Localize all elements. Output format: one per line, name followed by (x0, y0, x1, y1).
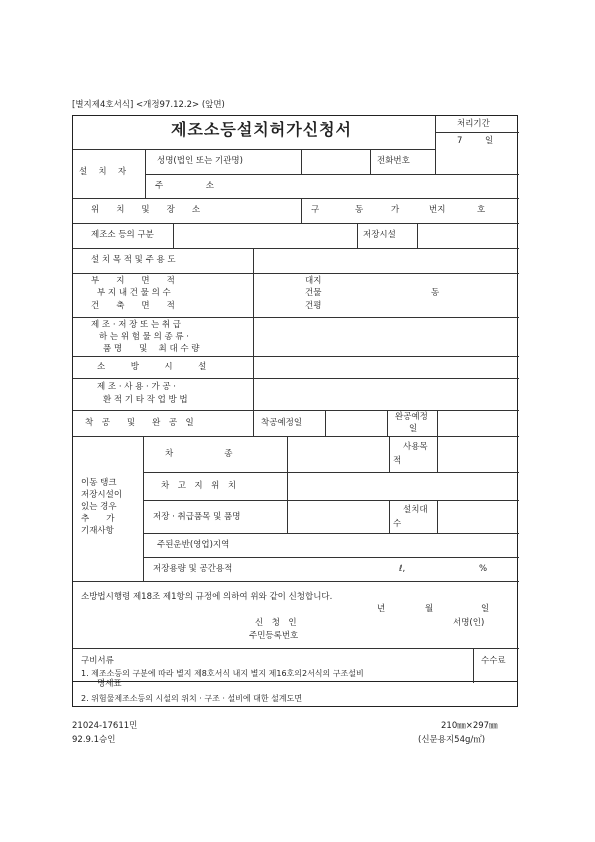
tank-label-2: 저장시설이 (81, 490, 123, 500)
hazardous-line1: 제 조 · 저 장 또 는 취 급 (91, 320, 182, 330)
document-item2: 2. 위험물제조소등의 시설의 위치 · 구조 · 설비에 대한 설계도면 (81, 694, 303, 703)
row-line (145, 174, 519, 175)
declaration-text: 소방법시행령 제18조 제1항의 규정에 의하여 위와 같이 신청합니다. (81, 592, 333, 602)
tank-label-4: 추 가 (81, 514, 115, 524)
processing-unit: 일 (485, 136, 494, 146)
site-unit: 대지 (305, 276, 322, 286)
row-line (143, 557, 519, 558)
complete-label-2: 일 (409, 424, 418, 434)
row-line (73, 248, 519, 249)
row-line (73, 581, 519, 582)
garage-label: 차 고 지 위 치 (161, 481, 237, 491)
row-line (73, 410, 519, 411)
hazardous-line3: 품 명 및 최 대 수 량 (103, 344, 200, 354)
col-line (389, 500, 390, 533)
phone-label: 전화번호 (377, 156, 410, 166)
row-line (73, 317, 519, 318)
location-gu: 구 (311, 205, 320, 215)
footer-paper: (신문용지54g/㎡) (418, 735, 486, 745)
building-count-label: 부 지 내 건 물 의 수 (97, 288, 171, 298)
row-line (73, 378, 519, 379)
row-line (73, 648, 519, 649)
address-label: 주 소 (155, 181, 214, 191)
applicant-label: 신 청 인 (255, 618, 297, 628)
documents-box-extension (72, 682, 518, 707)
tank-label-3: 있는 경우 (81, 502, 117, 512)
count-label-1: 설치대 (403, 505, 428, 515)
schedule-label: 착 공 및 완 공 일 (85, 418, 194, 428)
col-line (473, 648, 474, 683)
document-item1: 1. 제조소등의 구분에 따라 별지 제8호서식 내지 별지 제16호의2서식의 구조설비 (81, 669, 364, 678)
row-line (143, 500, 519, 501)
method-line1: 제 조 · 사 용 · 가 공 · (97, 382, 176, 392)
start-label: 착공예정일 (261, 418, 303, 428)
processing-label: 처리기간 (457, 119, 490, 129)
page-title: 제조소등설치허가신청서 (171, 120, 353, 139)
capacity-label: 저장용량 및 공간용적 (153, 564, 233, 574)
liter-unit: ℓ, (399, 564, 406, 574)
col-line (325, 410, 326, 436)
col-line (253, 248, 254, 436)
col-line (437, 500, 438, 533)
purpose-label: 설 치 목 적 및 주 용 도 (91, 255, 176, 265)
processing-days: 7 (457, 136, 463, 146)
col-line (435, 116, 436, 149)
col-line (417, 223, 418, 248)
row-line (143, 472, 519, 473)
row-line (143, 533, 519, 534)
complete-label-1: 완공예정 (395, 412, 428, 422)
col-line (370, 149, 371, 174)
purpose-label-1: 사용목 (403, 442, 428, 452)
location-ga: 가 (391, 205, 400, 215)
dong-unit: 동 (431, 288, 440, 298)
purpose-label-2: 적 (393, 456, 402, 466)
footer-size: 210㎜×297㎜ (441, 721, 498, 731)
building-area-unit: 건평 (305, 301, 322, 311)
method-line2: 환 적 기 타 작 업 방 법 (103, 395, 188, 405)
row-line (73, 223, 519, 224)
row-line (435, 132, 519, 133)
tank-label-1: 이동 탱크 (81, 478, 117, 488)
location-beonji: 번지 (429, 205, 446, 215)
firefighting-label: 소 방 시 설 (97, 362, 207, 372)
row-line (73, 356, 519, 357)
classification-label: 제조소 등의 구분 (91, 230, 154, 240)
col-line (287, 436, 288, 533)
region-label: 주된운반(영업)지역 (157, 540, 230, 550)
rrn-label: 주민등록번호 (249, 631, 299, 641)
hazardous-line2: 하 는 위 험 물 의 종 류 · (99, 332, 190, 342)
count-label-2: 수 (393, 519, 402, 529)
document-item1-cont: 명세표 (97, 679, 122, 689)
row-line (73, 273, 519, 274)
signature-label: 서명(인) (453, 618, 485, 628)
row-line (73, 149, 435, 150)
col-line (143, 436, 144, 581)
col-line (301, 149, 302, 174)
footer-code: 21024-17611민 (72, 721, 138, 731)
name-label: 성명(법인 또는 기관명) (157, 156, 243, 166)
col-line (437, 410, 438, 436)
items-label: 저장 · 취급품목 및 품명 (153, 512, 241, 522)
application-form (72, 115, 518, 703)
tank-label-5: 기재사항 (81, 526, 114, 536)
fee-label: 수수료 (481, 656, 506, 666)
vehicle-label: 차 종 (165, 449, 233, 459)
day-label: 일 (481, 604, 490, 614)
documents-label: 구비서류 (81, 656, 114, 666)
installer-label: 설 치 자 (79, 167, 131, 177)
row-line (73, 198, 519, 199)
location-ho: 호 (477, 205, 486, 215)
col-line (173, 223, 174, 248)
form-reference: [별지제4호서식] <개정97.12.2> (앞면) (72, 100, 225, 110)
location-label: 위 치 및 장 소 (91, 205, 201, 215)
col-line (387, 410, 388, 436)
row-line (73, 436, 519, 437)
location-dong: 동 (355, 205, 364, 215)
col-line (145, 149, 146, 198)
site-area-label: 부 지 면 적 (91, 276, 175, 286)
building-unit: 건물 (305, 288, 322, 298)
building-area-label: 건 축 면 적 (91, 301, 175, 311)
storage-label: 저장시설 (363, 230, 396, 240)
col-line (357, 223, 358, 248)
footer-approval: 92.9.1승인 (72, 735, 116, 745)
col-line (301, 198, 302, 223)
percent-unit: % (479, 564, 488, 574)
col-line (435, 149, 436, 174)
col-line (389, 436, 390, 472)
year-label: 년 (377, 604, 386, 614)
month-label: 월 (425, 604, 434, 614)
col-line (437, 436, 438, 472)
